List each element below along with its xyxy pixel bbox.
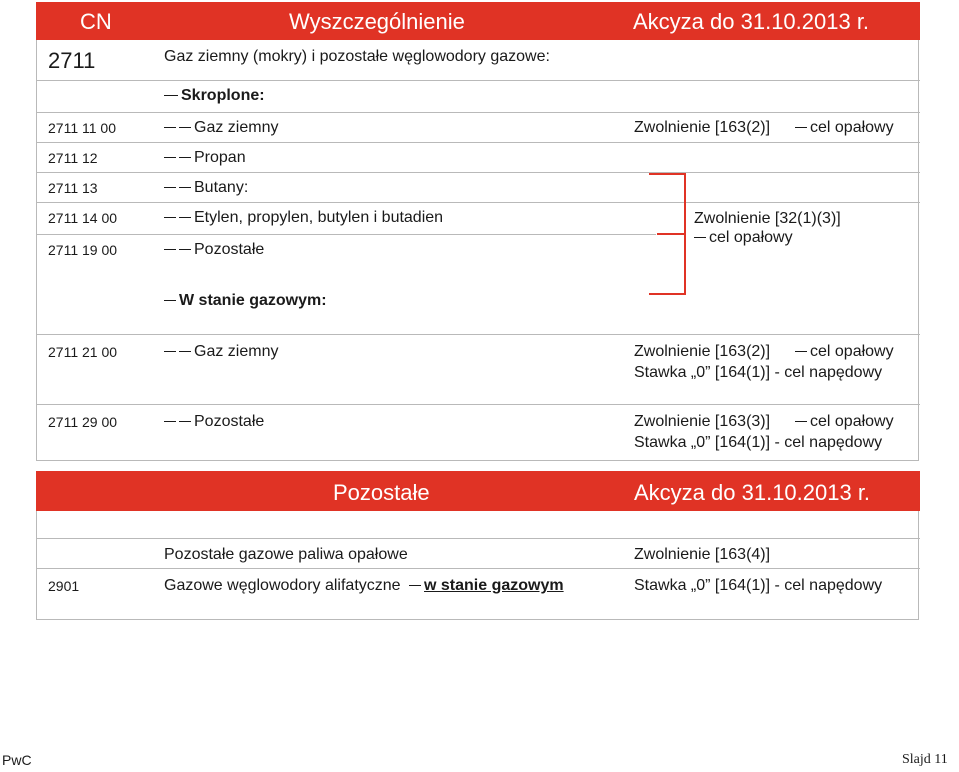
- row-name: [164, 149, 246, 167]
- bracket-icon: [645, 170, 690, 302]
- row-code: 2711 29 00: [48, 414, 118, 430]
- row-rate: Stawka „0” [164(1)] - cel napędowy: [634, 434, 883, 451]
- row-code: 2711 11 00: [48, 120, 116, 136]
- other-row-name-2: [164, 577, 564, 595]
- row-purpose: [795, 119, 894, 137]
- header-other-excise: Akcyza do 31.10.2013 r.: [634, 480, 871, 505]
- row-status: Zwolnienie [163(2)]: [634, 119, 771, 136]
- row-status: Zwolnienie [163(2)]: [634, 343, 771, 360]
- separator: [36, 538, 920, 539]
- row-purpose: [795, 413, 894, 431]
- other-row-rate: Stawka „0” [164(1)] - cel napędowy: [634, 577, 883, 594]
- table-header-other: [36, 471, 920, 511]
- other-row-code: 2901: [48, 578, 80, 594]
- section-other: [36, 511, 919, 620]
- row-purpose: [795, 343, 894, 361]
- row-rate: Stawka „0” [164(1)] - cel napędowy: [634, 364, 883, 381]
- row-purpose-text: cel opałowy: [810, 413, 894, 430]
- other-row-name-underlined: w stanie gazowym: [424, 577, 564, 594]
- bracket-status: Zwolnienie [32(1)(3)]: [694, 210, 841, 227]
- separator: [36, 112, 920, 113]
- separator: [36, 568, 920, 569]
- bracket-purpose-text: cel opałowy: [709, 229, 793, 246]
- row-name: [164, 241, 264, 259]
- row-purpose-text: cel opałowy: [810, 343, 894, 360]
- other-row-status: Zwolnienie [163(4)]: [634, 546, 771, 563]
- row-name-text: Gaz ziemny: [194, 343, 279, 360]
- table-header: [36, 2, 920, 40]
- separator: [36, 142, 920, 143]
- separator: [36, 334, 920, 335]
- liquefied-title-text: Skroplone:: [181, 87, 265, 104]
- group-code: 2711: [48, 48, 96, 73]
- liquefied-title: [164, 87, 265, 105]
- gaseous-title: [164, 292, 327, 310]
- row-code: 2711 12: [48, 150, 98, 166]
- other-row-name: Pozostałe gazowe paliwa opałowe: [164, 546, 408, 563]
- group-label: Gaz ziemny (mokry) i pozostałe węglowodory gazowe:: [164, 48, 550, 65]
- row-name-text: Etylen, propylen, butylen i butadien: [194, 209, 444, 226]
- row-code: 2711 21 00: [48, 344, 118, 360]
- header-other-description: Pozostałe: [333, 480, 430, 505]
- footer-brand: PwC: [2, 752, 32, 768]
- row-name: [164, 179, 248, 197]
- row-code: 2711 14 00: [48, 210, 118, 226]
- row-name-text: Pozostałe: [194, 241, 265, 258]
- row-name: [164, 209, 443, 227]
- header-excise: Akcyza do 31.10.2013 r.: [633, 9, 870, 34]
- other-row-name-text: Gazowe węglowodory alifatyczne: [164, 577, 401, 594]
- row-status: Zwolnienie [163(3)]: [634, 413, 771, 430]
- header-cn: CN: [80, 9, 112, 34]
- separator: [36, 172, 920, 173]
- row-code: 2711 13: [48, 180, 98, 196]
- header-description: Wyszczególnienie: [289, 9, 465, 34]
- separator: [36, 202, 920, 203]
- row-name: [164, 343, 278, 361]
- separator: [36, 80, 920, 81]
- row-code: 2711 19 00: [48, 242, 118, 258]
- row-name: [164, 119, 278, 137]
- footer-slide-number: Slajd 11: [902, 752, 948, 767]
- row-name-text: Butany:: [194, 179, 249, 196]
- row-name-text: Propan: [194, 149, 246, 166]
- separator: [36, 234, 656, 235]
- row-purpose-text: cel opałowy: [810, 119, 894, 136]
- separator: [36, 404, 920, 405]
- bracket-purpose: [694, 229, 793, 247]
- row-name-text: Gaz ziemny: [194, 119, 279, 136]
- row-name: [164, 413, 264, 431]
- row-name-text: Pozostałe: [194, 413, 265, 430]
- gaseous-title-text: W stanie gazowym:: [179, 292, 327, 309]
